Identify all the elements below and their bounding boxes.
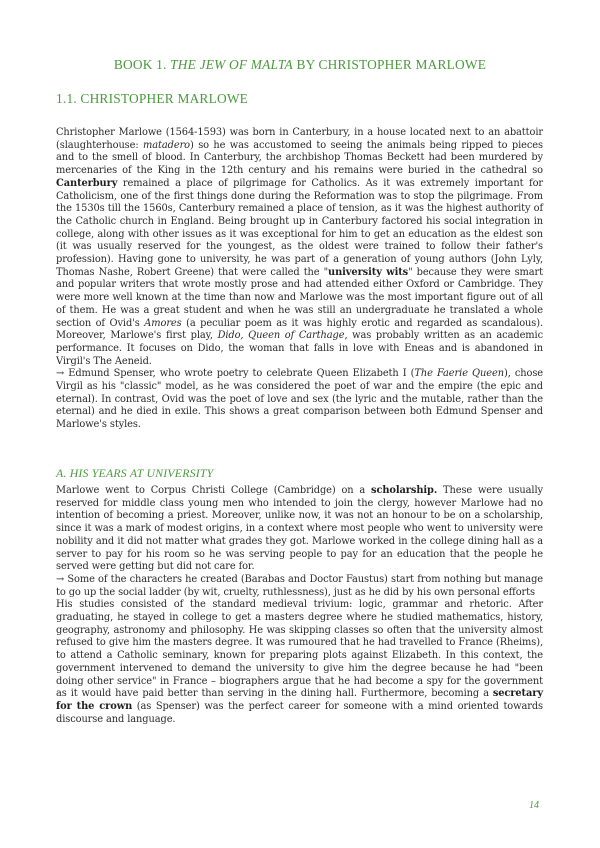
subsection-body-text (56, 485, 543, 726)
page-number: 14 (529, 800, 539, 811)
book-title-prefix: BOOK 1. (113, 57, 171, 72)
section-heading: 1.1. CHRISTOPHER MARLOWE (56, 91, 249, 106)
paragraph-biography: Christopher Marlowe (1564-1593) was born in Canterbury, in a house located next to an abattoir (slaughterhouse: matadero) so he was accustomed to seeing the animals being ripped to pieces and to the smell of blood. In Canterbury, the archbishop Thomas Beckett had been murdered by mercenaries of the King in the 12th century and his remains were buried in the cathedral so Canterbury remained a place of pilgrimage for Catholics. As it was extremely important for Catholicism, one of the first things done during the Reformation was to stop the pilgrimage. From the 1530s till the 1560s, Canterbury remained a place of tension, as it was the highest authority of the Catholic church in England. Being brought up in Canterbury factored his social integration in college, along with other issues as it was exceptional for him to get an education as the eldest son (it was usually reserved for the youngest, as the oldest were trained to follow their father's profession). Having gone to university, he was part of a generation of young authors (John Lyly, Thomas Nashe, Robert Greene) that were called the "university wits" because they were smart and popular writers that wrote mostly prose and had attended either Oxford or Cambridge. They were more well known at the time than now and Marlowe was the most important figure out of all of them. He was a great student and when he was still an undergraduate he translated a whole section of Ovid's Amores (a peculiar poem as it was highly erotic and regarded as scandalous). Moreover, Marlowe's first play, Dido, Queen of Carthage, was probably written as an academic performance. It focuses on Dido, the woman that falls in love with Eneas and is abandoned in Virgil's The Aeneid. (56, 127, 544, 367)
paragraph-spenser-note: → Edmund Spenser, who wrote poetry to celebrate Queen Elizabeth I (The Faerie Queen), chose Virgil as his "classic" model, as he was considered the poet of war and the empire (the epic and eternal). In contrast, Ovid was the poet of love and sex (the lyric and the mutable, rather than the eternal) and he died in exile. This shows a great comparison between both Edmund Spenser and Marlowe's styles. (56, 368, 544, 431)
book-title (0, 57, 600, 73)
book-title-suffix: BY CHRISTOPHER MARLOWE (292, 57, 487, 72)
paragraph-scholarship: Marlowe went to Corpus Christi College (Cambridge) on a scholarship. These were usually reserved for middle class young men who intended to join the clergy, however Marlowe had no intention of becoming a priest. Moreover, unlike now, it was not an honour to be on a scholarship, since it was a mark of modest origins, in a context where most people who went to university were nobility and it did not matter what grades they got. Marlowe worked in the college dining hall as a server to pay for his room so he was serving people to pay for an education that the people he served were getting but did not care for. (56, 485, 543, 573)
book-title-italic: THE JEW OF MALTA (170, 57, 293, 72)
section-body-text (56, 127, 543, 432)
paragraph-studies: His studies consisted of the standard medieval trivium: logic, grammar and rhetoric. After graduating, he stayed in college to get a masters degree where he studied mathematics, history, geography, astronomy and philosophy. He was skipping classes so often that the university almost refused to give him the masters degree. It was rumoured that he had travelled to France (Rheims), to attend a Catholic seminary, known for preparing plots against Elizabeth. In this context, the government intervened to demand the university to give him the degree because he had "been doing other service" in France – biographers argue that he had become a spy for the government as it would have paid better than serving in the dining hall. Furthermore, becoming a secretary for the crown (as Spenser) was the perfect career for someone with a mind oriented towards discourse and language. (56, 599, 543, 725)
paragraph-characters-note: → Some of the characters he created (Barabas and Doctor Faustus) start from nothing but manage to go up the social ladder (by wit, cruelty, ruthlessness), just as he did by his own personal efforts (56, 573, 543, 598)
subsection-heading: A. HIS YEARS AT UNIVERSITY (56, 466, 214, 480)
